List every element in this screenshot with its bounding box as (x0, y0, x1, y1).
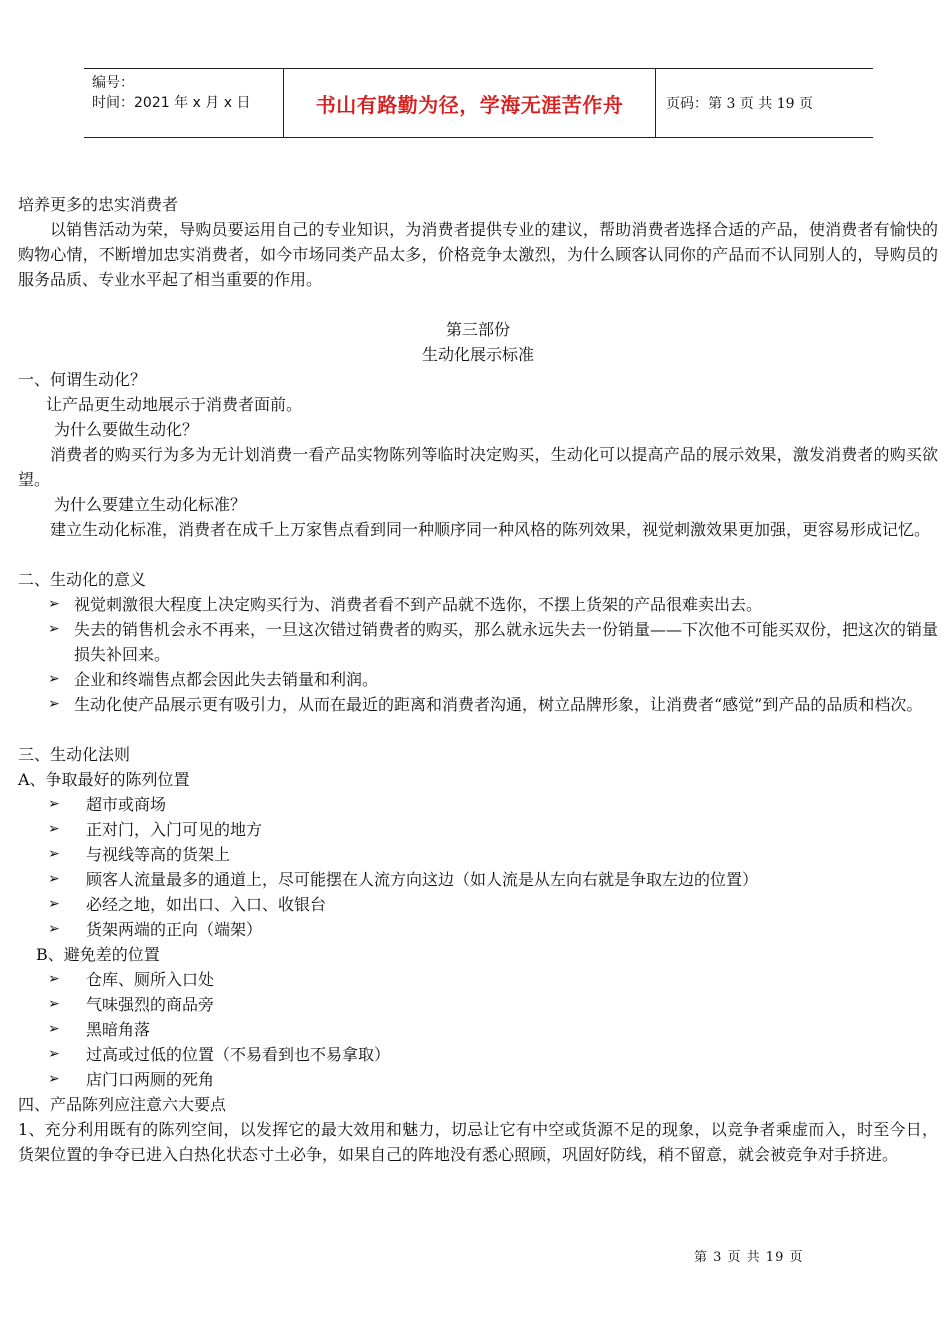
intro-heading: 培养更多的忠实消费者 (18, 195, 179, 214)
header-motto: 书山有路勤为径，学海无涯苦作舟 (284, 69, 656, 137)
arrowhead-bullet-icon: ➢ (48, 846, 60, 862)
arrowhead-bullet-icon: ➢ (48, 871, 60, 887)
arrowhead-bullet-icon: ➢ (48, 1021, 60, 1037)
doc-number: 编号： (92, 75, 134, 91)
list-item: ➢ 顾客人流量最多的通道上，尽可能摆在人流方向这边（如人流是从左向右就是争取左边的位置） (18, 867, 938, 892)
part-title: 第三部份 (445, 320, 510, 339)
page-header (84, 68, 873, 138)
list-item: ➢ 店门口两厕的死角 (18, 1067, 938, 1092)
list-item: ➢ 必经之地，如出口、入口、收银台 (18, 892, 938, 917)
section-1-answer-3: 建立生动化标准，消费者在成千上万家售点看到同一种顺序同一种风格的陈列效果，视觉刺激效果更加强，更容易形成记忆。 (50, 520, 931, 539)
doc-time: 时间：2021 年 x 月 x 日 (92, 95, 251, 111)
list-item: ➢ 生动化使产品展示更有吸引力，从而在最近的距离和消费者沟通，树立品牌形象，让消费者“感觉”到产品的品质和档次。 (18, 692, 938, 717)
part-subtitle: 生动化展示标准 (421, 345, 534, 364)
list-item: ➢ 过高或过低的位置（不易看到也不易拿取） (18, 1042, 938, 1067)
list-item: ➢ 气味强烈的商品旁 (18, 992, 938, 1017)
list-item: ➢ 失去的销售机会永不再来，一旦这次错过销费者的购买，那么就永远失去一份销量——下次他不可能买双份，把这次的销量损失补回来。 (18, 617, 938, 667)
section-4-heading: 四、产品陈列应注意六大要点 (18, 1095, 227, 1114)
section-1-heading: 一、何谓生动化？ (18, 370, 147, 389)
document-body (18, 192, 938, 1167)
header-meta (84, 69, 284, 137)
section-1-question-3: 为什么要建立生动化标准？ (54, 495, 247, 514)
section-3b-heading: B、避免差的位置 (36, 945, 160, 964)
list-item: ➢ 视觉刺激很大程度上决定购买行为、消费者看不到产品就不选你，不摆上货架的产品很难卖出去。 (18, 592, 938, 617)
arrowhead-bullet-icon: ➢ (48, 596, 60, 612)
arrowhead-bullet-icon: ➢ (48, 696, 60, 712)
section-1-answer: 让产品更生动地展示于消费者面前。 (46, 395, 303, 414)
arrowhead-bullet-icon: ➢ (48, 821, 60, 837)
list-item: ➢ 超市或商场 (18, 792, 938, 817)
section-4-paragraph-1: 1、充分利用既有的陈列空间，以发挥它的最大效用和魅力，切忌让它有中空或货源不足的现象，以竞争者乘虚而入，时至今日，货架位置的争夺已进入白热化状态寸土必争，如果自己的阵地没有悉心照顾，巩固好防线，稍不留意，就会被竞争对手挤进。 (18, 1120, 938, 1164)
arrowhead-bullet-icon: ➢ (48, 1071, 60, 1087)
list-item: ➢ 正对门，入门可见的地方 (18, 817, 938, 842)
list-item: ➢ 仓库、厕所入口处 (18, 967, 938, 992)
list-item: ➢ 企业和终端售点都会因此失去销量和利润。 (18, 667, 938, 692)
arrowhead-bullet-icon: ➢ (48, 671, 60, 687)
list-item: ➢ 黑暗角落 (18, 1017, 938, 1042)
page-footer: 第 3 页 共 19 页 (694, 1250, 804, 1265)
arrowhead-bullet-icon: ➢ (48, 996, 60, 1012)
section-3-heading: 三、生动化法则 (18, 745, 131, 764)
section-1-answer-2: 消费者的购买行为多为无计划消费一看产品实物陈列等临时决定购买，生动化可以提高产品的展示效果，激发消费者的购买欲望。 (18, 445, 938, 489)
arrowhead-bullet-icon: ➢ (48, 971, 60, 987)
arrowhead-bullet-icon: ➢ (48, 896, 60, 912)
arrowhead-bullet-icon: ➢ (48, 921, 60, 937)
list-item: ➢ 货架两端的正向（端架） (18, 917, 938, 942)
section-1-question-2: 为什么要做生动化？ (54, 420, 199, 439)
arrowhead-bullet-icon: ➢ (48, 1046, 60, 1062)
arrowhead-bullet-icon: ➢ (48, 796, 60, 812)
intro-paragraph: 以销售活动为荣，导购员要运用自己的专业知识，为消费者提供专业的建议，帮助消费者选择合适的产品，使消费者有愉快的购物心情，不断增加忠实消费者，如今市场同类产品太多，价格竞争太激烈，为什么顾客认同你的产品而不认同别人的，导购员的服务品质、专业水平起了相当重要的作用。 (18, 220, 938, 289)
section-2-heading: 二、生动化的意义 (18, 570, 147, 589)
header-page-info: 页码：第 3 页 共 19 页 (666, 96, 813, 112)
section-3a-heading: A、争取最好的陈列位置 (18, 770, 190, 789)
list-item: ➢ 与视线等高的货架上 (18, 842, 938, 867)
arrowhead-bullet-icon: ➢ (48, 621, 60, 637)
